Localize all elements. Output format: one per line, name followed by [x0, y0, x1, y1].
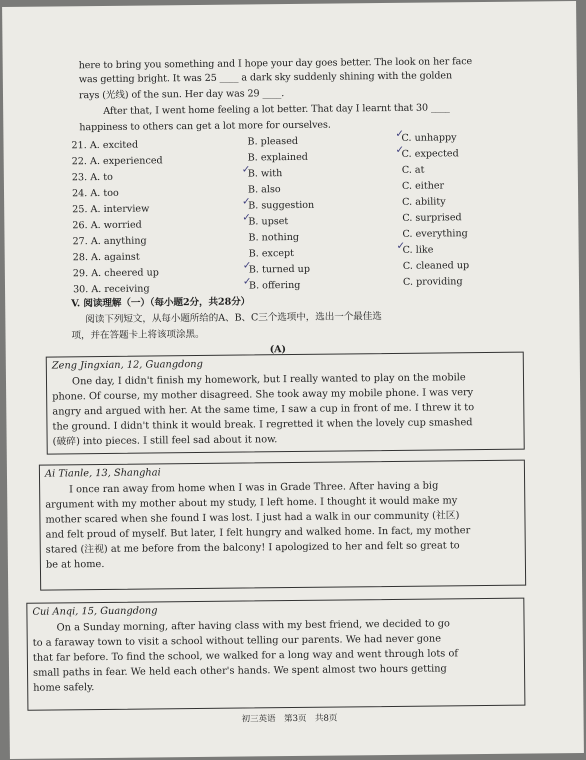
passage-line-5: happiness to others can get a lot more for ourselves.	[79, 119, 331, 134]
option-23-c: C. at	[401, 164, 425, 176]
check-mark-icon: ✓	[395, 144, 405, 156]
passage-line-4: After that, I went home feeling a lot better. That day I learnt that 30 ____	[103, 102, 450, 117]
option-23-b: B. with	[247, 168, 283, 180]
page-footer: 初三英语 第3页 共8页	[241, 713, 338, 725]
story-3-author: Cui Anqi, 15, Guangdong	[32, 605, 158, 618]
option-23-a: 23. A. to	[71, 171, 113, 184]
story-3-line-5: home safely.	[33, 682, 95, 694]
option-22-c: C. expected	[401, 148, 459, 160]
story-2-line-5: stared (注视) at me before from the balcony! I apologized to her and felt so great to	[45, 540, 460, 556]
check-mark-icon: ✓	[242, 196, 251, 208]
option-28-b: B. except	[248, 247, 295, 260]
option-21-b: B. pleased	[247, 135, 299, 148]
passage-label: (A)	[269, 344, 286, 356]
story-1-line-5: (破碎) into pieces. I still feel sad about it now.	[52, 434, 278, 448]
passage-line-3: rays (光线) of the sun. Her day was 29 ____.	[78, 88, 285, 102]
option-21-a: 21. A. excited	[71, 139, 139, 152]
story-1-line-2: phone. Of course, my mother disagreed. She took away my mobile phone. I was very	[52, 387, 474, 403]
option-29-b: B. turned up	[248, 263, 311, 276]
option-28-a: 28. A. against	[72, 251, 140, 264]
option-24-b: B. also	[247, 184, 281, 196]
story-2-line-6: be at home.	[45, 558, 105, 571]
option-25-c: C. ability	[402, 196, 446, 208]
section-heading: V. 阅读理解（一）（每小题2分，共28分）	[71, 296, 251, 310]
option-26-a: 26. A. worried	[72, 219, 142, 232]
story-3-line-3: that far before. To find the school, we walked for a long way and went through lots of	[32, 648, 459, 664]
option-25-a: 25. A. interview	[72, 203, 150, 216]
section-instruction-1: 阅读下列短文，从每小题所给的A、B、C三个选项中，选出一个最佳选	[85, 311, 382, 326]
exam-page	[2, 1, 584, 759]
option-27-b: B. nothing	[248, 231, 300, 244]
story-2-line-1: I once ran away from home when I was in Grade Three. After having a big	[69, 480, 439, 496]
check-mark-icon: ✓	[395, 128, 404, 140]
option-30-c: C. providing	[402, 276, 463, 288]
option-26-c: C. surprised	[402, 212, 462, 224]
option-27-a: 27. A. anything	[72, 235, 147, 248]
story-1-line-3: angry and argued with her. At the same time, I saw a cup in front of me. I threw it to	[52, 402, 475, 418]
check-mark-icon: ✓	[241, 164, 251, 176]
option-27-c: C. everything	[402, 228, 468, 240]
check-mark-icon: ✓	[242, 212, 251, 224]
story-2-line-2: argument with my mother about my study, I left home. I thought it would make my	[45, 495, 458, 511]
option-24-c: C. either	[401, 180, 445, 192]
option-29-a: 29. A. cheered up	[72, 267, 159, 280]
option-25-b: B. suggestion	[248, 199, 315, 212]
story-1-author: Zeng Jingxian, 12, Guangdong	[51, 358, 203, 372]
option-22-b: B. explained	[247, 151, 308, 164]
story-3-line-1: On a Sunday morning, after having class with my best friend, we decided to go	[56, 618, 450, 634]
option-28-c: C. like	[402, 244, 434, 256]
option-30-b: B. offering	[248, 279, 301, 292]
story-3-line-4: small paths in fear. We held each other's hands. We spent almost two hours getting	[32, 663, 447, 679]
passage-line-2: was getting bright. It was 25 ____ a dark sky suddenly shining with the golden	[78, 70, 453, 86]
passage-line-1: here to bring you something and I hope your day goes better. The look on her face	[78, 56, 473, 72]
story-1-line-4: the ground. I didn't think it would break. I regretted it when the lovely cup smashed	[52, 417, 473, 433]
option-30-a: 30. A. receiving	[72, 283, 150, 296]
story-2-author: Ai Tianle, 13, Shanghai	[44, 467, 161, 480]
option-29-c: C. cleaned up	[402, 260, 470, 272]
option-26-b: B. upset	[248, 216, 289, 228]
check-mark-icon: ✓	[242, 276, 252, 288]
check-mark-icon: ✓	[396, 240, 406, 252]
story-3-line-2: to a faraway town to visit a school without telling our parents. We had never gone	[32, 633, 442, 649]
story-1-line-1: One day, I didn't finish my homework, but I really wanted to play on the mobile	[71, 372, 466, 388]
section-instruction-2: 项，并在答题卡上将该项涂黑。	[71, 328, 205, 342]
option-21-c: C. unhappy	[401, 132, 457, 144]
story-2-line-3: mother scared when she found I was lost. I just had a walk in our community (社区)	[45, 510, 460, 526]
check-mark-icon: ✓	[242, 260, 252, 272]
option-22-a: 22. A. experienced	[71, 155, 163, 168]
option-24-a: 24. A. too	[71, 187, 119, 200]
story-2-line-4: and felt proud of myself. But later, I felt hungry and walked home. In fact, my mother	[45, 525, 471, 541]
